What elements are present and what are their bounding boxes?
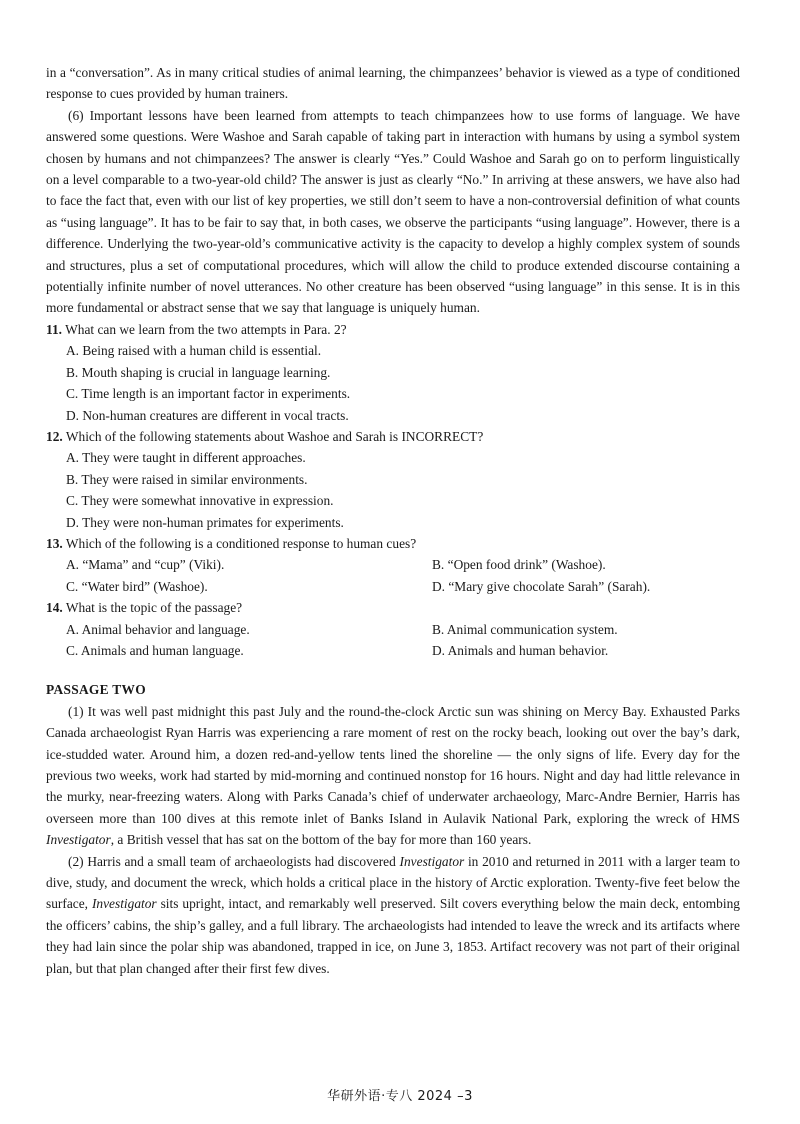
option-c: C. They were somewhat innovative in expression. [66, 493, 334, 509]
option-a: A. Animal behavior and language. [66, 621, 250, 637]
ship-name: Investigator [399, 853, 465, 869]
option-d: D. “Mary give chocolate Sarah” (Sarah). [432, 578, 651, 594]
question-number: 12. [46, 428, 63, 444]
paragraph-6: (6) Important lessons have been learned from attempts to teach chimpanzees how to use forms of language. We have answered some questions. Were Washoe and Sarah capable of taking part in interaction with humans by using a symbol system chosen by humans and not chimpanzees? The answer is clearly “Yes.” Could Washoe and Sarah go on to perform linguistically on a level comparable to a two-year-old child? The answer is just as clearly “No.” In arriving at these answers, we have also had to face the fact that, even with our list of key properties, we still don’t seem to have a non-controversial definition of what counts as “using language”. It has to be fair to say that, in both cases, we observe the participants “using language”. However, there is a difference. Underlying the two-year-old’s communicative activity is the capacity to develop a highly complex system of sounds and structures, plus a set of computational procedures, which will allow the child to produce extended discourse containing a potentially infinite number of novel utterances. No other creature has been observed “using language” in this sense. It is in this more fundamental or abstract sense that we say that language is uniquely human. [46, 107, 740, 316]
question-14 [46, 597, 740, 661]
option-d: D. Animals and human behavior. [432, 642, 609, 658]
option-d: D. They were non-human primates for experiments. [66, 514, 344, 530]
question-13 [46, 533, 740, 597]
question-12 [46, 426, 740, 533]
option-c: C. “Water bird” (Washoe). [66, 578, 208, 594]
option-a: A. “Mama” and “cup” (Viki). [66, 557, 225, 573]
option-a: A. Being raised with a human child is essential. [66, 343, 322, 359]
passage-heading: PASSAGE TWO [46, 682, 146, 698]
question-stem: Which of the following is a conditioned response to human cues? [65, 535, 417, 551]
passage-two-paragraph-2: (2) Harris and a small team of archaeologists had discovered Investigator in 2010 and returned in 2011 with a larger team to dive, study, and document the wreck, which holds a critical place in the history of Arctic exploration. Twenty-five feet below the surface, Investigator sits upright, intact, and remarkably well preserved. Silt covers everything below the main deck, entombing the officers’ cabins, the ship’s galley, and a full library. The archaeologists had intended to leave the wreck and its artifacts where they had lain since the polar ship was abandoned, trapped in ice, on June 3, 1853. Artifact recovery was not part of their original plan, but that plan changed after their first few dives. [46, 853, 741, 976]
option-b: B. Mouth shaping is crucial in language learning. [66, 364, 331, 380]
option-a: A. They were taught in different approaches. [66, 450, 306, 466]
paragraph-continuation: in a “conversation”. As in many critical studies of animal learning, the chimpanzees’ behavior is viewed as a type of conditioned response to cues provided by human trainers. [46, 65, 740, 102]
option-b: B. Animal communication system. [432, 621, 618, 637]
ship-name: Investigator [46, 832, 111, 848]
option-b: B. They were raised in similar environments. [66, 471, 308, 487]
question-11 [46, 319, 740, 426]
ship-name: Investigator [91, 896, 157, 912]
option-c: C. Animals and human language. [66, 642, 244, 658]
question-stem: Which of the following statements about Washoe and Sarah is INCORRECT? [65, 428, 484, 444]
question-number: 13. [46, 535, 63, 551]
document-page [46, 62, 740, 979]
option-d: D. Non-human creatures are different in vocal tracts. [66, 407, 349, 423]
question-number: 14. [46, 600, 63, 616]
option-c: C. Time length is an important factor in experiments. [66, 386, 351, 402]
passage-two-paragraph-1: (1) It was well past midnight this past July and the round-the-clock Arctic sun was shining on Mercy Bay. Exhausted Parks Canada archaeologist Ryan Harris was experiencing a rare moment of rest on the rocky beach, looking out over the bay’s dark, ice-studded water. Around him, a dozen red-and-yellow tents lined the shoreline — the only signs of life. Every day for the previous two weeks, work had started by mid-morning and continued nonstop for 16 hours. Night and day had little relevance in the murky, near-freezing waters. Along with Parks Canada’s chief of underwater archaeology, Marc-Andre Bernier, Harris has overseen more than 100 dives at this remote inlet of Banks Island in Aulavik National Park, exploring the wreck of HMS Investigator, a British vessel that has sat on the bottom of the bay for more than 160 years. [46, 703, 740, 848]
option-b: B. “Open food drink” (Washoe). [432, 557, 606, 573]
page-footer: 华研外语·专八 2024 –3 [327, 1089, 473, 1104]
question-number: 11. [46, 321, 62, 337]
question-stem: What is the topic of the passage? [65, 600, 243, 616]
question-stem: What can we learn from the two attempts in Para. 2? [65, 321, 347, 337]
